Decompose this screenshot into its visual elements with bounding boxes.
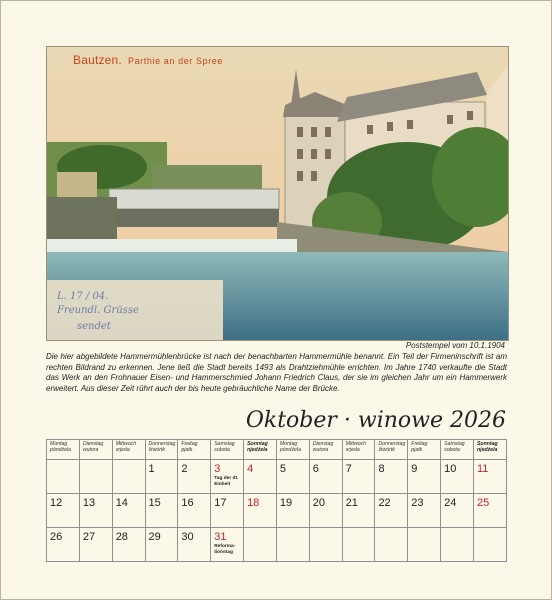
day-cell (309, 528, 342, 562)
day-number: 15 (148, 497, 161, 509)
day-cell (79, 528, 112, 562)
day-number: 3 (214, 463, 221, 475)
historic-postcard-photo (46, 46, 509, 341)
day-number: 28 (115, 531, 128, 543)
weekday-header-cell (47, 440, 80, 460)
day-cell (276, 460, 309, 494)
day-number: 26 (50, 531, 63, 543)
weekday-header-cell (178, 440, 211, 460)
day-number: 24 (444, 497, 457, 509)
weekday-header-cell (375, 440, 408, 460)
svg-text:sendet: sendet (77, 321, 111, 332)
day-number: 5 (279, 463, 287, 475)
weekday-name-sorbian: wutora (82, 447, 99, 453)
day-number: 20 (312, 497, 325, 509)
day-number: 19 (279, 497, 293, 509)
weekday-name-de: Samstag (444, 441, 465, 447)
day-cell (408, 460, 441, 494)
day-number: 9 (411, 463, 418, 475)
weekday-name-sorbian: wutora (312, 447, 329, 453)
day-cell (112, 460, 145, 494)
weekday-header-cell (79, 440, 112, 460)
weekday-name-sorbian: pjatk (181, 447, 193, 453)
day-number: 13 (82, 497, 96, 509)
weekday-header-cell (244, 440, 277, 460)
weekday-name-de: Freitag (411, 441, 428, 447)
day-cell (342, 460, 375, 494)
day-number: 23 (411, 497, 424, 509)
day-cell (211, 494, 244, 528)
day-cell (79, 494, 112, 528)
day-cell (178, 460, 211, 494)
weekday-name-sorbian: sobota (444, 447, 460, 453)
weekday-name-de: Mittwoch (345, 441, 367, 447)
day-number: 14 (115, 497, 128, 509)
postcard-illustration (47, 47, 508, 340)
day-cell (408, 494, 441, 528)
month-title: Oktober · winowe 2026 (245, 408, 506, 433)
weekday-name-de: Freitag (181, 441, 198, 447)
day-cell (244, 528, 277, 562)
day-number: 30 (181, 531, 194, 543)
day-cell (408, 528, 441, 562)
day-cell (342, 494, 375, 528)
svg-text:L. 17 / 04.: L. 17 / 04. (57, 291, 109, 302)
weekday-name-de: Sonntag (476, 441, 498, 447)
day-number: 22 (378, 497, 391, 509)
calendar-grid (46, 439, 507, 562)
day-cell (211, 460, 244, 494)
weekday-header-cell (473, 440, 506, 460)
postcard-title-subtitle: Parthie an der Spree (127, 56, 224, 66)
weekday-header-cell (145, 440, 178, 460)
weekday-name-sorbian: srjeda (345, 447, 360, 453)
day-cell (309, 494, 342, 528)
day-cell (244, 460, 277, 494)
photo-caption: Poststempel vom 10.1.1904 (405, 341, 505, 350)
day-cell (375, 528, 408, 562)
day-cell (112, 528, 145, 562)
photo-description: Die hier abgebildete Hammermühlenbrücke ist nach der benachbarten Hammermühle benannt. Ein Teil der Firmeninschrift ist am rechten Bildrand zu erkennen. Jene ließ die Stadt bereits 1493 als Drahtziehmühle errichten. Im Jahre 1740 verkaufte die Stadt das Werk an den Frohnauer Eisen- und Hammerschmied Johann Friedrich Claus, der sie im gleichen Jahr um ein Hammerwerk erweitert. Aus dieser Zeit rührt auch der bis heute gebräuchliche Name der Brücke. (46, 352, 507, 393)
day-cell (145, 460, 178, 494)
holiday-note: Reforma-tionstag (214, 544, 236, 555)
weekday-name-de: Sonntag (247, 441, 268, 447)
weekday-header-cell (408, 440, 441, 460)
weekday-name-de: Mittwoch (115, 441, 137, 447)
day-number: 31 (214, 531, 227, 543)
day-cell (342, 528, 375, 562)
weekday-name-de: Donnerstag (148, 441, 176, 447)
day-number: 2 (181, 463, 188, 475)
weekday-name-de: Samstag (214, 441, 235, 447)
weekday-name-sorbian: póndźela (50, 447, 72, 453)
day-number: 17 (214, 497, 227, 509)
day-number: 11 (476, 463, 489, 475)
day-cell (145, 494, 178, 528)
weekday-name-sorbian: njedźela (247, 447, 268, 453)
weekday-name-sorbian: njedźela (476, 447, 498, 453)
day-number: 4 (247, 463, 254, 475)
day-number: 27 (82, 531, 96, 543)
day-number: 21 (345, 497, 358, 509)
weekday-name-de: Montag (279, 441, 298, 447)
day-cell (375, 494, 408, 528)
weekday-header-cell (211, 440, 244, 460)
day-cell (441, 528, 474, 562)
day-cell (47, 494, 80, 528)
day-cell (473, 494, 506, 528)
svg-text:Freundl. Grüsse: Freundl. Grüsse (57, 305, 139, 316)
holiday-note: Tag der dt. Einheit (214, 476, 239, 487)
day-cell (178, 528, 211, 562)
day-cell (473, 460, 506, 494)
weekday-name-sorbian: pjatk (411, 447, 423, 453)
weekday-header-cell (276, 440, 309, 460)
day-cell (178, 494, 211, 528)
weekday-name-sorbian: štwórtk (148, 447, 165, 453)
postcard-title (73, 53, 223, 67)
day-number: 25 (476, 497, 490, 509)
day-cell (145, 528, 178, 562)
day-cell (375, 460, 408, 494)
day-cell (244, 494, 277, 528)
day-number: 29 (148, 531, 161, 543)
weekday-header-row (47, 440, 507, 460)
day-cell (112, 494, 145, 528)
weekday-name-sorbian: sobota (214, 447, 230, 453)
day-number: 16 (181, 497, 194, 509)
day-cell (276, 528, 309, 562)
day-cell (441, 494, 474, 528)
weekday-name-sorbian: srjeda (115, 447, 130, 453)
weekday-name-sorbian: póndźela (279, 447, 301, 453)
weekday-name-de: Donnerstag (378, 441, 406, 447)
weekday-name-sorbian: štwórtk (378, 447, 395, 453)
weekday-header-cell (342, 440, 375, 460)
day-cell (441, 460, 474, 494)
day-cell (47, 528, 80, 562)
day-number: 6 (312, 463, 319, 475)
day-cell (211, 528, 244, 562)
day-number: 18 (247, 497, 260, 509)
day-number: 12 (50, 497, 63, 509)
weekday-header-cell (112, 440, 145, 460)
weekday-name-de: Montag (50, 441, 68, 447)
day-cell (473, 528, 506, 562)
day-number: 10 (444, 463, 457, 475)
postcard-title-city: Bautzen. (73, 53, 122, 67)
day-cell (276, 494, 309, 528)
day-cell (79, 460, 112, 494)
week-row (47, 494, 507, 528)
week-row (47, 460, 507, 494)
week-row (47, 528, 507, 562)
day-cell (47, 460, 80, 494)
weekday-name-de: Dienstag (82, 441, 104, 447)
weekday-header-cell (309, 440, 342, 460)
weekday-header-cell (441, 440, 474, 460)
day-cell (309, 460, 342, 494)
weekday-name-de: Dienstag (312, 441, 334, 447)
day-number: 8 (378, 463, 385, 475)
day-number: 1 (148, 463, 155, 475)
day-number: 7 (345, 463, 352, 475)
